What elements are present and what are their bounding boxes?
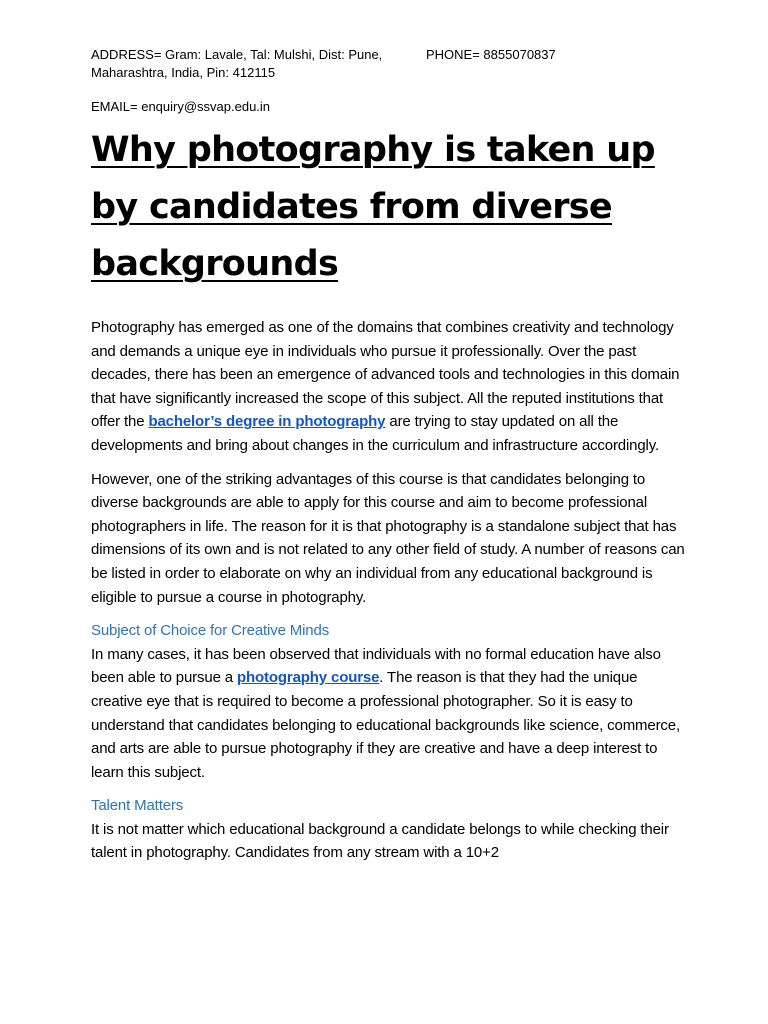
- address-line-2: Maharashtra, India, Pin: 412115: [91, 65, 276, 80]
- paragraph-creative-text-b: . The reason is that they had the unique creative eye that is required to become a professional photographer. So it is easy to understand that candidates belonging to educational backgrounds like science, commerce, and arts are able to pursue photography if they are creative and have a deep interest to learn this subject.: [91, 669, 680, 781]
- phone-number: PHONE= 8855070837: [426, 47, 556, 62]
- paragraph-intro-text-a: Photography has emerged as one of the domains that combines creativity and technology and demands a unique eye in individuals who pursue it professionally. Over the past decades, there has been an emergence of advanced tools and technologies in this domain that have significantly increased the scope of this subject. All the reputed institutions that offer the: [91, 319, 680, 431]
- photography-course-link[interactable]: photography course: [236, 669, 380, 687]
- bachelors-degree-link[interactable]: bachelor’s degree in photography: [148, 413, 386, 431]
- section-creative-minds: [91, 619, 691, 784]
- paragraph-creative-text-a: In many cases, it has been observed that individuals with no formal education have also been able to pursue a: [91, 645, 661, 687]
- document-body: [91, 316, 691, 875]
- paragraph-talent-matters: It is not matter which educational background a candidate belongs to while checking their talent in photography. Candidates from any stream with a 10+2: [91, 820, 669, 862]
- section-heading-creative-minds: Subject of Choice for Creative Minds: [91, 622, 330, 640]
- section-talent-matters: [91, 794, 691, 865]
- paragraph-creative-minds: [91, 643, 691, 785]
- section-heading-talent-matters: Talent Matters: [91, 797, 184, 815]
- address-line-1: ADDRESS= Gram: Lavale, Tal: Mulshi, Dist: Pune,: [91, 47, 383, 62]
- paragraph-advantages: However, one of the striking advantages of this course is that candidates belonging to diverse backgrounds are able to apply for this course and aim to become professional photographers in life. The reason for it is that photography is a standalone subject that has dimensions of its own and is not related to any other field of study. A number of reasons can be listed in order to elaborate on why an individual from any educational background is eligible to pursue a course in photography.: [91, 470, 685, 606]
- paragraph-intro: [91, 316, 691, 458]
- address: [91, 46, 391, 82]
- document-title: Why photography is taken up by candidates from diverse backgrounds: [91, 130, 655, 284]
- paragraph-intro-text-b: are trying to stay updated on all the developments and bring about changes in the curriculum and infrastructure accordingly.: [91, 413, 659, 454]
- email-address: EMAIL= enquiry@ssvap.edu.in: [91, 99, 271, 114]
